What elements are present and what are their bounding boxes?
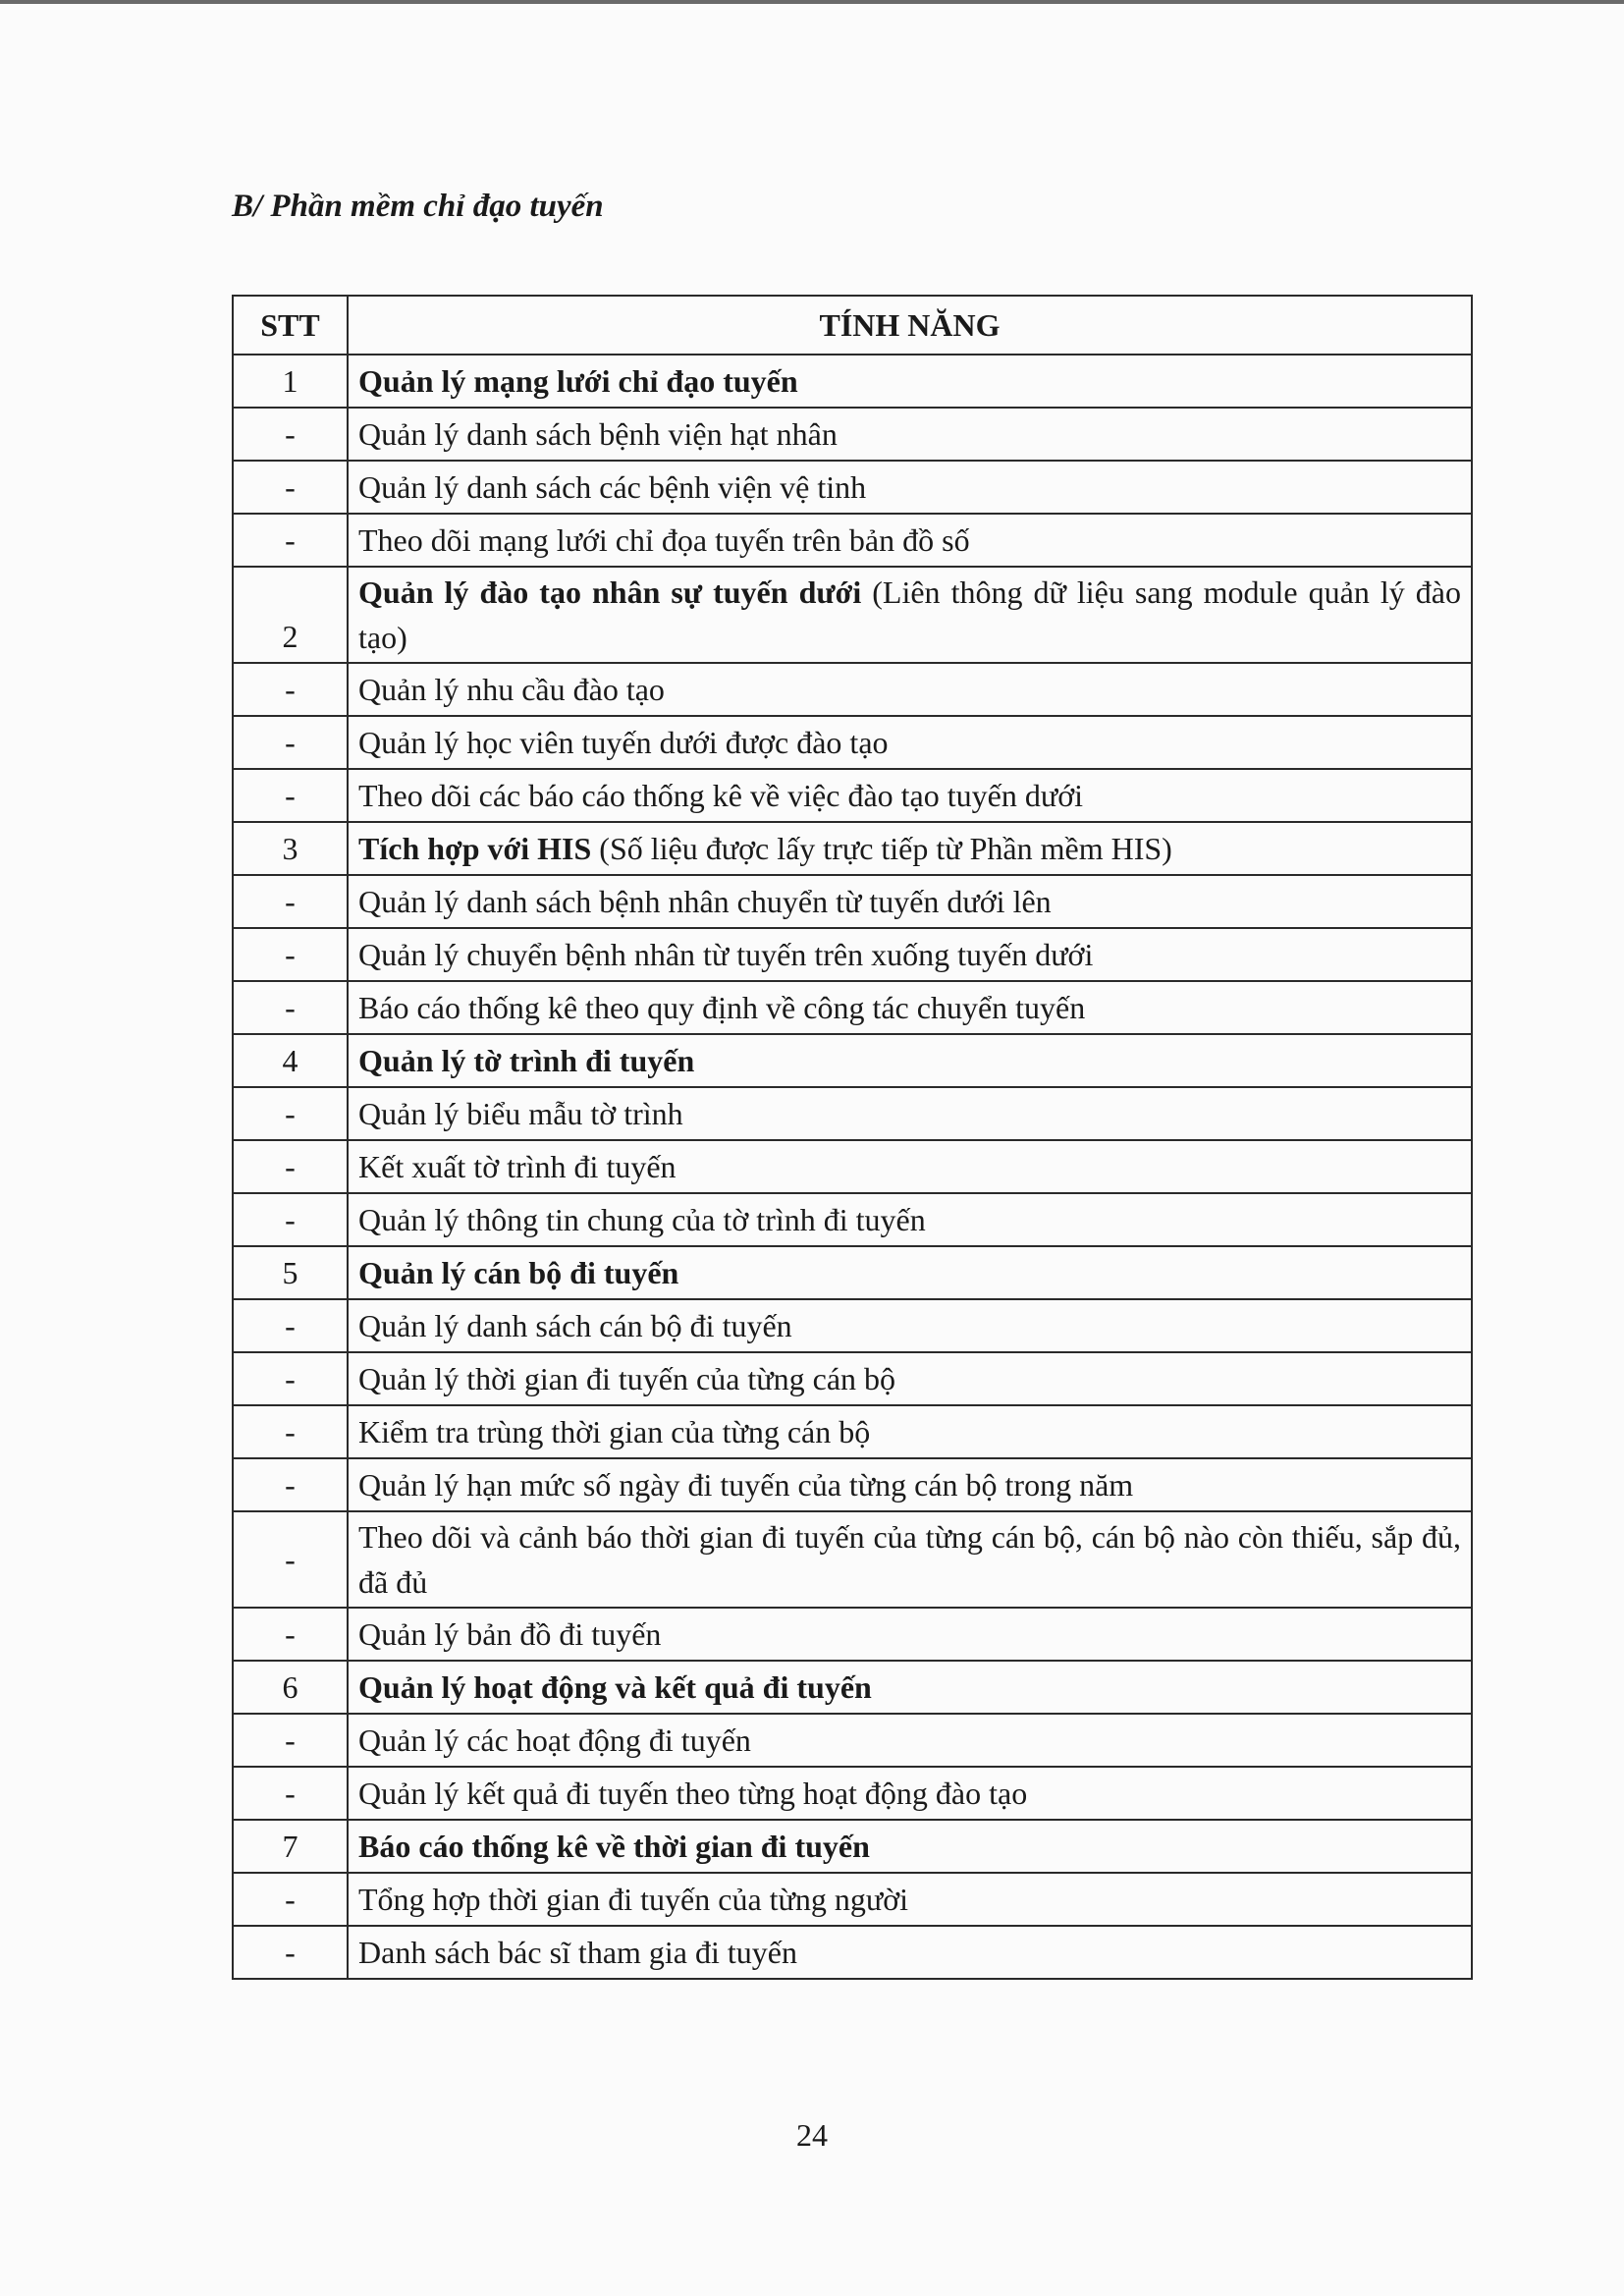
feature-cell xyxy=(348,928,1472,981)
feature-cell xyxy=(348,514,1472,567)
feature-cell xyxy=(348,1820,1472,1873)
stt-cell: - xyxy=(233,1458,348,1511)
table-section-row xyxy=(233,822,1472,875)
scan-top-edge xyxy=(0,0,1624,4)
feature-text: Quản lý chuyển bệnh nhân từ tuyến trên xuống tuyến dưới xyxy=(358,937,1094,972)
feature-text: Theo dõi và cảnh báo thời gian đi tuyến của từng cán bộ, cán bộ nào còn thiếu, sắp đủ, đã đủ xyxy=(358,1519,1461,1600)
stt-cell: 6 xyxy=(233,1661,348,1714)
feature-text: Quản lý kết quả đi tuyến theo từng hoạt động đào tạo xyxy=(358,1776,1028,1811)
feature-text: (Số liệu được lấy trực tiếp từ Phần mềm HIS) xyxy=(591,831,1172,866)
table-row xyxy=(233,1193,1472,1246)
feature-title: Quản lý hoạt động và kết quả đi tuyến xyxy=(358,1669,872,1705)
feature-cell xyxy=(348,1352,1472,1405)
table-row xyxy=(233,1926,1472,1979)
feature-text: Danh sách bác sĩ tham gia đi tuyến xyxy=(358,1935,797,1970)
feature-text: Quản lý hạn mức số ngày đi tuyến của từng cán bộ trong năm xyxy=(358,1467,1134,1503)
feature-cell xyxy=(348,461,1472,514)
stt-cell: - xyxy=(233,981,348,1034)
feature-cell xyxy=(348,1511,1472,1608)
feature-cell xyxy=(348,1246,1472,1299)
feature-title: Quản lý cán bộ đi tuyến xyxy=(358,1255,679,1290)
feature-text: Quản lý danh sách bệnh viện hạt nhân xyxy=(358,416,838,452)
stt-cell: - xyxy=(233,1087,348,1140)
table-row xyxy=(233,1087,1472,1140)
stt-cell: - xyxy=(233,1405,348,1458)
feature-text: Quản lý học viên tuyến dưới được đào tạo xyxy=(358,725,889,760)
stt-cell: 2 xyxy=(233,567,348,663)
table-row xyxy=(233,1299,1472,1352)
table-row xyxy=(233,1767,1472,1820)
feature-cell xyxy=(348,822,1472,875)
table-row xyxy=(233,769,1472,822)
table-section-row xyxy=(233,1661,1472,1714)
table-section-row xyxy=(233,1034,1472,1087)
feature-title: Tích hợp với HIS xyxy=(358,831,592,866)
feature-cell xyxy=(348,1714,1472,1767)
table-row xyxy=(233,1511,1472,1608)
feature-text: Quản lý biểu mẫu tờ trình xyxy=(358,1096,683,1131)
table-row xyxy=(233,1352,1472,1405)
table-row xyxy=(233,981,1472,1034)
feature-title: Báo cáo thống kê về thời gian đi tuyến xyxy=(358,1829,870,1864)
stt-cell: - xyxy=(233,716,348,769)
feature-text: Báo cáo thống kê theo quy định về công tác chuyển tuyến xyxy=(358,990,1086,1025)
feature-cell xyxy=(348,1405,1472,1458)
table-section-row xyxy=(233,1820,1472,1873)
feature-text: Kết xuất tờ trình đi tuyến xyxy=(358,1149,677,1184)
table-row xyxy=(233,461,1472,514)
feature-cell xyxy=(348,875,1472,928)
feature-title: Quản lý tờ trình đi tuyến xyxy=(358,1043,695,1078)
feature-table xyxy=(232,295,1473,1980)
feature-text: Quản lý thông tin chung của tờ trình đi tuyến xyxy=(358,1202,926,1237)
page-number: 24 xyxy=(796,2117,828,2153)
feature-text: Quản lý các hoạt động đi tuyến xyxy=(358,1722,751,1758)
table-body xyxy=(233,355,1472,1979)
stt-column-header: STT xyxy=(233,296,348,355)
stt-cell: 4 xyxy=(233,1034,348,1087)
feature-cell xyxy=(348,1873,1472,1926)
stt-cell: - xyxy=(233,514,348,567)
feature-cell xyxy=(348,1299,1472,1352)
feature-text: Kiểm tra trùng thời gian của từng cán bộ xyxy=(358,1414,871,1449)
table-row xyxy=(233,1714,1472,1767)
feature-cell xyxy=(348,1087,1472,1140)
stt-cell: - xyxy=(233,663,348,716)
stt-cell: - xyxy=(233,1714,348,1767)
feature-cell xyxy=(348,769,1472,822)
table-row xyxy=(233,1458,1472,1511)
table-row xyxy=(233,663,1472,716)
stt-cell: - xyxy=(233,1767,348,1820)
table-row xyxy=(233,1140,1472,1193)
stt-cell: - xyxy=(233,408,348,461)
feature-title: Quản lý đào tạo nhân sự tuyến dưới xyxy=(358,574,862,610)
feature-text: Theo dõi mạng lưới chỉ đọa tuyến trên bản đồ số xyxy=(358,522,970,558)
table-row xyxy=(233,928,1472,981)
table-header-row xyxy=(233,296,1472,355)
feature-cell xyxy=(348,663,1472,716)
feature-cell xyxy=(348,1034,1472,1087)
table-row xyxy=(233,514,1472,567)
table-row xyxy=(233,1873,1472,1926)
feature-text: Theo dõi các báo cáo thống kê về việc đào tạo tuyến dưới xyxy=(358,778,1083,813)
feature-cell xyxy=(348,1767,1472,1820)
feature-text: (Liên thông dữ liệu sang module quản lý đào tạo) xyxy=(358,574,1462,655)
stt-cell: - xyxy=(233,769,348,822)
feature-text: Quản lý danh sách các bệnh viện vệ tinh xyxy=(358,469,867,505)
stt-cell: - xyxy=(233,1608,348,1661)
table-row xyxy=(233,716,1472,769)
feature-cell xyxy=(348,1608,1472,1661)
stt-cell: 1 xyxy=(233,355,348,408)
feature-cell xyxy=(348,1458,1472,1511)
table-row xyxy=(233,1608,1472,1661)
feature-text: Quản lý thời gian đi tuyến của từng cán bộ xyxy=(358,1361,896,1396)
table-section-row xyxy=(233,1246,1472,1299)
stt-cell: 7 xyxy=(233,1820,348,1873)
stt-cell: - xyxy=(233,1926,348,1979)
feature-cell xyxy=(348,1661,1472,1714)
feature-cell xyxy=(348,355,1472,408)
feature-text: Quản lý bản đồ đi tuyến xyxy=(358,1616,662,1652)
feature-text: Quản lý danh sách cán bộ đi tuyến xyxy=(358,1308,792,1343)
stt-cell: 3 xyxy=(233,822,348,875)
table-row xyxy=(233,875,1472,928)
feature-text: Tổng hợp thời gian đi tuyến của từng người xyxy=(358,1882,909,1917)
feature-column-header: TÍNH NĂNG xyxy=(348,296,1472,355)
stt-cell: - xyxy=(233,928,348,981)
table-section-row xyxy=(233,355,1472,408)
table-row xyxy=(233,1405,1472,1458)
feature-cell xyxy=(348,1193,1472,1246)
stt-cell: - xyxy=(233,1873,348,1926)
feature-text: Quản lý nhu cầu đào tạo xyxy=(358,672,665,707)
stt-cell: - xyxy=(233,461,348,514)
feature-cell xyxy=(348,716,1472,769)
table-section-row xyxy=(233,567,1472,663)
stt-cell: - xyxy=(233,875,348,928)
feature-cell xyxy=(348,408,1472,461)
stt-cell: - xyxy=(233,1511,348,1608)
feature-title: Quản lý mạng lưới chỉ đạo tuyến xyxy=(358,363,798,399)
feature-cell xyxy=(348,981,1472,1034)
feature-cell xyxy=(348,1140,1472,1193)
table-row xyxy=(233,408,1472,461)
stt-cell: - xyxy=(233,1140,348,1193)
section-heading: B/ Phần mềm chỉ đạo tuyến xyxy=(232,189,604,224)
feature-cell xyxy=(348,567,1472,663)
stt-cell: - xyxy=(233,1193,348,1246)
stt-cell: - xyxy=(233,1352,348,1405)
stt-cell: 5 xyxy=(233,1246,348,1299)
feature-cell xyxy=(348,1926,1472,1979)
stt-cell: - xyxy=(233,1299,348,1352)
feature-text: Quản lý danh sách bệnh nhân chuyển từ tuyến dưới lên xyxy=(358,884,1052,919)
